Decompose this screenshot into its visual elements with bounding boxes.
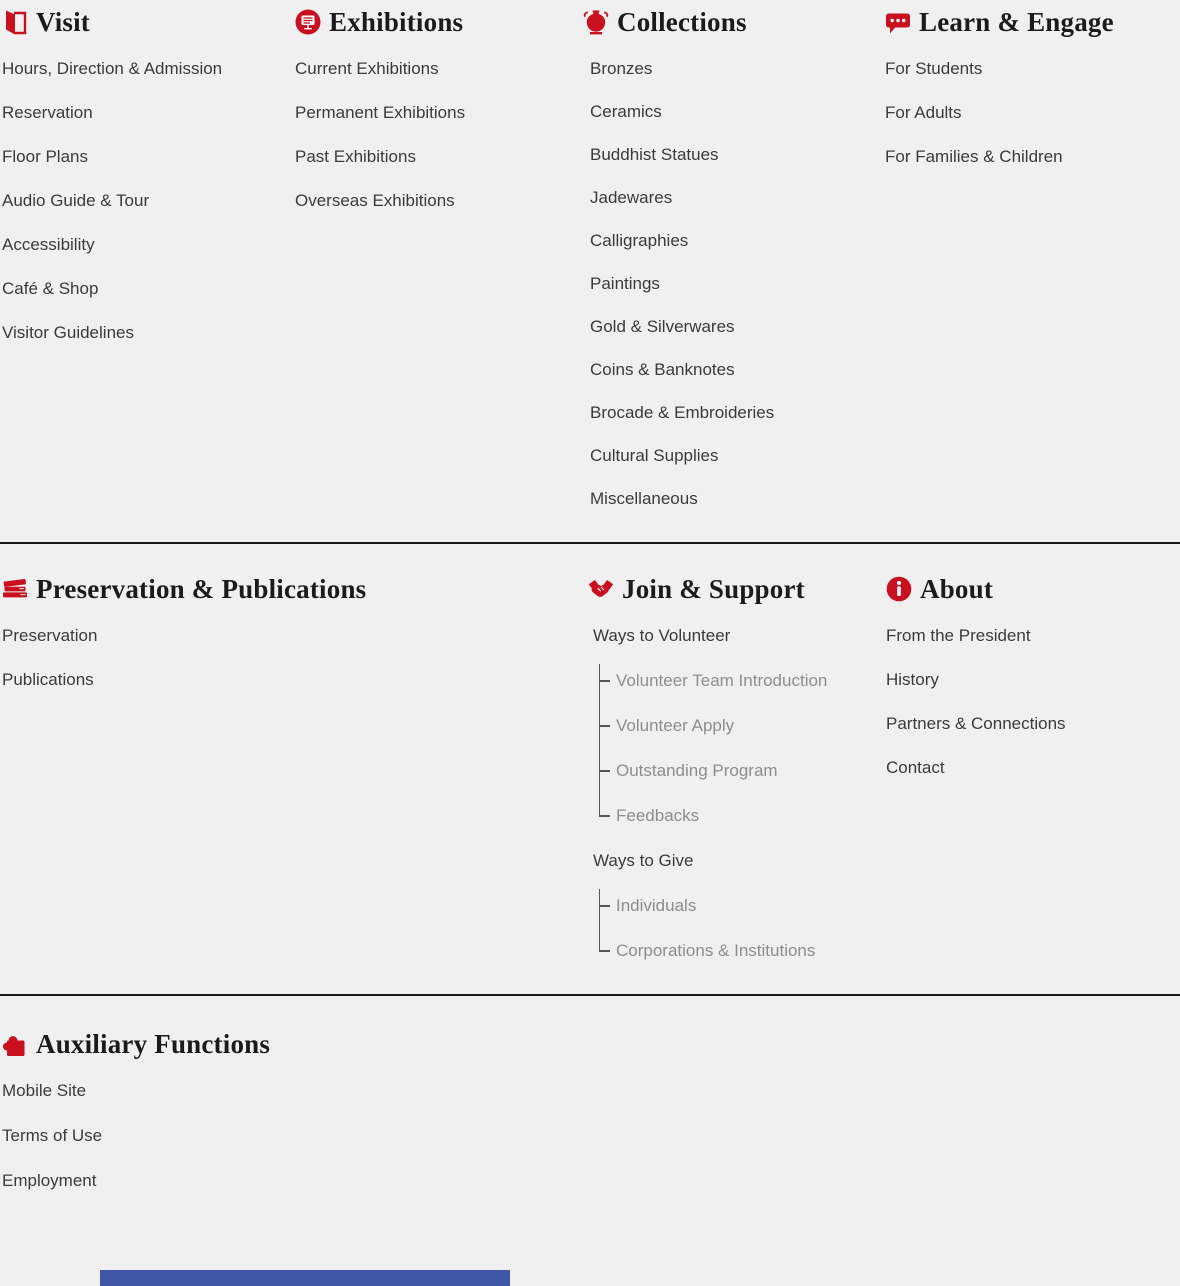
- vase-icon: [583, 9, 609, 35]
- link-individuals[interactable]: Individuals: [616, 896, 827, 941]
- link-current-exhibitions[interactable]: Current Exhibitions: [295, 59, 439, 78]
- learn-engage-items: [885, 59, 1114, 167]
- collections-title: Collections: [617, 6, 747, 37]
- column-learn-engage: [885, 4, 1114, 191]
- section-divider-2: [0, 994, 1180, 996]
- link-reservation[interactable]: Reservation: [2, 103, 93, 122]
- about-heading[interactable]: [886, 571, 1066, 607]
- collections-heading[interactable]: [583, 4, 774, 40]
- link-hours-direction-and-admission[interactable]: Hours, Direction & Admission: [2, 59, 223, 78]
- join-support-title: Join & Support: [622, 573, 805, 604]
- link-floor-plans[interactable]: Floor Plans: [2, 147, 88, 166]
- link-volunteer-team-introduction[interactable]: Volunteer Team Introduction: [616, 671, 827, 716]
- link-mobile-site[interactable]: Mobile Site: [2, 1081, 87, 1100]
- link-brocade-and-embroideries[interactable]: Brocade & Embroideries: [590, 403, 775, 422]
- link-visitor-guidelines[interactable]: Visitor Guidelines: [2, 323, 134, 342]
- join-support-items: [593, 626, 827, 986]
- column-auxiliary-functions: [2, 1026, 270, 1216]
- link-publications[interactable]: Publications: [2, 670, 94, 689]
- ways-to-give-subtree: [599, 896, 827, 986]
- door-icon: [2, 9, 28, 35]
- link-employment[interactable]: Employment: [2, 1171, 97, 1190]
- about-items: [886, 626, 1066, 778]
- presentation-board-icon: [295, 9, 321, 35]
- link-preservation[interactable]: Preservation: [2, 626, 98, 645]
- info-icon: [886, 576, 912, 602]
- column-exhibitions: [295, 4, 465, 235]
- column-about: [886, 571, 1066, 802]
- visit-heading[interactable]: [2, 4, 222, 40]
- visit-title: Visit: [36, 6, 90, 37]
- link-for-families-and-children[interactable]: For Families & Children: [885, 147, 1063, 166]
- link-permanent-exhibitions[interactable]: Permanent Exhibitions: [295, 103, 466, 122]
- footer-bar: [100, 1270, 510, 1286]
- link-partners-and-connections[interactable]: Partners & Connections: [886, 714, 1066, 733]
- ways-to-volunteer-subtree: [599, 671, 827, 851]
- learn-engage-heading[interactable]: [885, 4, 1114, 40]
- section-divider-1: [0, 542, 1180, 544]
- link-jadewares[interactable]: Jadewares: [590, 188, 673, 207]
- link-outstanding-program[interactable]: Outstanding Program: [616, 761, 827, 806]
- link-buddhist-statues[interactable]: Buddhist Statues: [590, 145, 719, 164]
- link-caf-and-shop[interactable]: Café & Shop: [2, 279, 99, 298]
- column-collections: [583, 4, 774, 532]
- link-calligraphies[interactable]: Calligraphies: [590, 231, 689, 250]
- auxiliary-functions-title: Auxiliary Functions: [36, 1028, 271, 1059]
- auxiliary-functions-heading[interactable]: [2, 1026, 270, 1062]
- preservation-publications-heading[interactable]: [2, 571, 366, 607]
- column-preservation-publications: [2, 571, 366, 714]
- collections-items: [590, 59, 774, 509]
- column-visit: [2, 4, 222, 367]
- exhibitions-items: [295, 59, 465, 211]
- puzzle-icon: [2, 1031, 28, 1057]
- learn-engage-title: Learn & Engage: [919, 6, 1114, 37]
- link-ceramics[interactable]: Ceramics: [590, 102, 662, 121]
- link-feedbacks[interactable]: Feedbacks: [616, 806, 827, 851]
- exhibitions-title: Exhibitions: [329, 6, 464, 37]
- speech-bubble-icon: [885, 9, 911, 35]
- link-coins-and-banknotes[interactable]: Coins & Banknotes: [590, 360, 735, 379]
- link-overseas-exhibitions[interactable]: Overseas Exhibitions: [295, 191, 455, 210]
- link-from-the-president[interactable]: From the President: [886, 626, 1031, 645]
- link-contact[interactable]: Contact: [886, 758, 945, 777]
- link-bronzes[interactable]: Bronzes: [590, 59, 653, 78]
- link-past-exhibitions[interactable]: Past Exhibitions: [295, 147, 416, 166]
- link-paintings[interactable]: Paintings: [590, 274, 660, 293]
- handshake-icon: [588, 576, 614, 602]
- link-ways-to-volunteer[interactable]: Ways to Volunteer: [593, 626, 731, 645]
- link-cultural-supplies[interactable]: Cultural Supplies: [590, 446, 719, 465]
- column-join-support: [588, 571, 827, 986]
- link-terms-of-use[interactable]: Terms of Use: [2, 1126, 103, 1145]
- link-volunteer-apply[interactable]: Volunteer Apply: [616, 716, 827, 761]
- preservation-publications-items: [2, 626, 366, 690]
- join-support-heading[interactable]: [588, 571, 827, 607]
- link-for-adults[interactable]: For Adults: [885, 103, 962, 122]
- books-icon: [2, 576, 28, 602]
- visit-items: [2, 59, 222, 343]
- tree-connector-line: [599, 889, 600, 951]
- auxiliary-functions-items: [2, 1081, 270, 1191]
- link-ways-to-give[interactable]: Ways to Give: [593, 851, 694, 870]
- link-corporations-and-institutions[interactable]: Corporations & Institutions: [616, 941, 827, 986]
- link-audio-guide-and-tour[interactable]: Audio Guide & Tour: [2, 191, 150, 210]
- link-gold-and-silverwares[interactable]: Gold & Silverwares: [590, 317, 735, 336]
- link-miscellaneous[interactable]: Miscellaneous: [590, 489, 698, 508]
- link-history[interactable]: History: [886, 670, 939, 689]
- exhibitions-heading[interactable]: [295, 4, 465, 40]
- link-for-students[interactable]: For Students: [885, 59, 983, 78]
- link-accessibility[interactable]: Accessibility: [2, 235, 95, 254]
- about-title: About: [920, 573, 994, 604]
- tree-connector-line: [599, 664, 600, 816]
- preservation-publications-title: Preservation & Publications: [36, 573, 367, 604]
